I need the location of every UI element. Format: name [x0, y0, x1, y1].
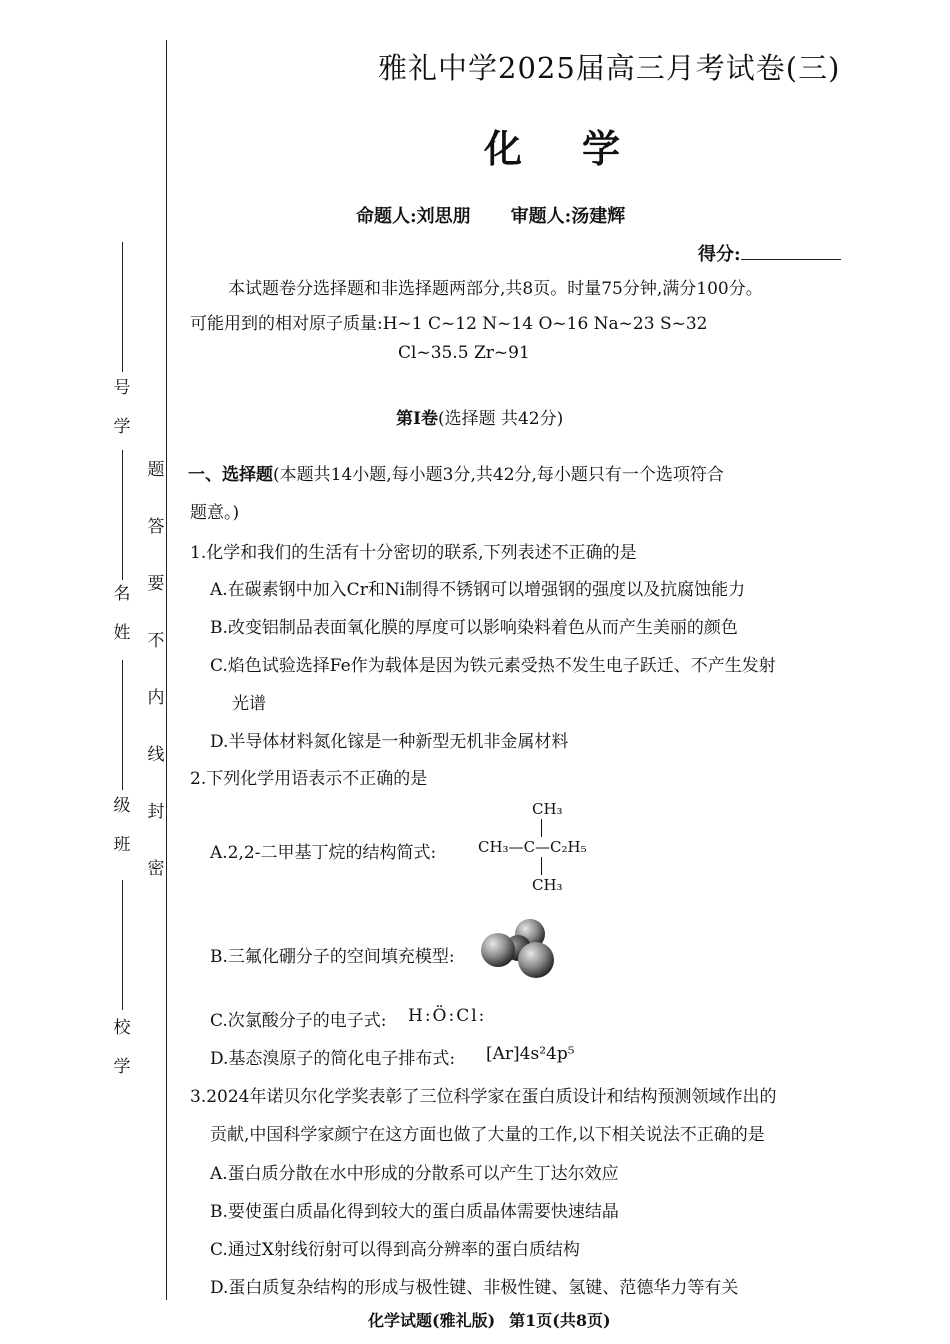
fluorine-atom-right [518, 942, 554, 978]
fluorine-atom-left [481, 933, 515, 967]
score-blank[interactable] [741, 243, 841, 260]
q2-option-c: C.次氯酸分子的电子式: [210, 1011, 387, 1031]
school-label: 校 学 [113, 1018, 131, 1077]
class-label: 级 班 [113, 796, 131, 855]
q2-formula-a [478, 800, 618, 896]
formula-main: CH₃—C—C₂H₅ [478, 838, 587, 856]
intro-line-3: Cl~35.5 Zr~91 [398, 343, 530, 363]
score-field[interactable] [698, 240, 841, 266]
q3-option-a: A.蛋白质分散在水中形成的分散系可以产生丁达尔效应 [210, 1164, 619, 1184]
q2-stem: 2.下列化学用语表示不正确的是 [190, 769, 428, 789]
intro-line-1: 本试题卷分选择题和非选择题两部分,共8页。时量75分钟,满分100分。 [228, 279, 763, 299]
score-label: 得分: [698, 244, 741, 265]
name-label: 名 姓 [113, 584, 131, 643]
q3-stem-2: 贡献,中国科学家颜宁在这方面也做了大量的工作,以下相关说法不正确的是 [210, 1125, 765, 1145]
class-blank[interactable] [122, 660, 123, 790]
q2-formula-c: H:Ö:Cl: [408, 1006, 487, 1026]
seal-notice: 题 答 要 不 内 线 封 密 [147, 460, 165, 879]
formula-bottom: CH₃ [532, 876, 563, 894]
section-title-rest: (选择题 共42分) [437, 409, 564, 429]
q1-stem: 1.化学和我们的生活有十分密切的联系,下列表述不正确的是 [190, 543, 637, 563]
part-desc: (本题共14小题,每小题3分,共42分,每小题只有一个选项符合 [273, 465, 724, 485]
name-blank[interactable] [122, 450, 123, 580]
reviewer-label: 审题人:汤建辉 [510, 206, 626, 227]
subject-title: 化学 [484, 126, 681, 171]
formula-bond-bottom [541, 857, 542, 875]
part-label: 一、选择题 [188, 465, 273, 485]
binding-cut-line [166, 40, 167, 1300]
q2-option-a: A.2,2-二甲基丁烷的结构简式: [210, 843, 437, 863]
q1-option-b: B.改变铝制品表面氧化膜的厚度可以影响染料着色从而产生美丽的颜色 [210, 618, 738, 638]
q2-option-b: B.三氟化硼分子的空间填充模型: [210, 947, 455, 967]
school-blank[interactable] [122, 880, 123, 1010]
section-title-bold: 第Ⅰ卷 [396, 409, 438, 429]
exam-title: 雅礼中学2025届高三月考试卷(三) [378, 51, 841, 85]
authors-line [356, 202, 625, 228]
q3-option-d: D.蛋白质复杂结构的形成与极性键、非极性键、氢键、范德华力等有关 [210, 1278, 739, 1298]
q3-option-c: C.通过X射线衍射可以得到高分辨率的蛋白质结构 [210, 1240, 580, 1260]
formula-bond-top [541, 819, 542, 837]
student-no-label: 号 学 [113, 378, 131, 437]
footer-page-number: 第1页(共8页) [509, 1311, 611, 1330]
q1-option-c: C.焰色试验选择Fe作为载体是因为铁元素受热不发生电子跃迁、不产生发射 [210, 656, 776, 676]
q3-stem-1: 3.2024年诺贝尔化学奖表彰了三位科学家在蛋白质设计和结构预测领域作出的 [190, 1087, 777, 1107]
formula-top: CH₃ [532, 800, 563, 818]
q2-option-d: D.基态溴原子的简化电子排布式: [210, 1049, 456, 1069]
q1-option-d: D.半导体材料氮化镓是一种新型无机非金属材料 [210, 732, 569, 752]
q1-option-a: A.在碳素钢中加入Cr和Ni制得不锈钢可以增强钢的强度以及抗腐蚀能力 [210, 580, 746, 600]
page-footer [368, 1308, 611, 1331]
q3-option-b: B.要使蛋白质晶化得到较大的蛋白质晶体需要快速结晶 [210, 1202, 619, 1222]
q2-formula-d: [Ar]4s²4p⁵ [486, 1044, 575, 1064]
section-title [396, 404, 563, 429]
part-heading [188, 460, 724, 485]
footer-title: 化学试题(雅礼版) [368, 1311, 496, 1330]
intro-line-2: 可能用到的相对原子质量:H~1 C~12 N~14 O~16 Na~23 S~32 [190, 314, 708, 334]
bf3-space-filling-model [478, 916, 558, 982]
part-desc-2: 题意。) [190, 503, 240, 523]
author-label: 命题人:刘思朋 [356, 206, 471, 227]
q1-option-c-cont: 光谱 [232, 694, 266, 714]
student-no-blank[interactable] [122, 242, 123, 372]
